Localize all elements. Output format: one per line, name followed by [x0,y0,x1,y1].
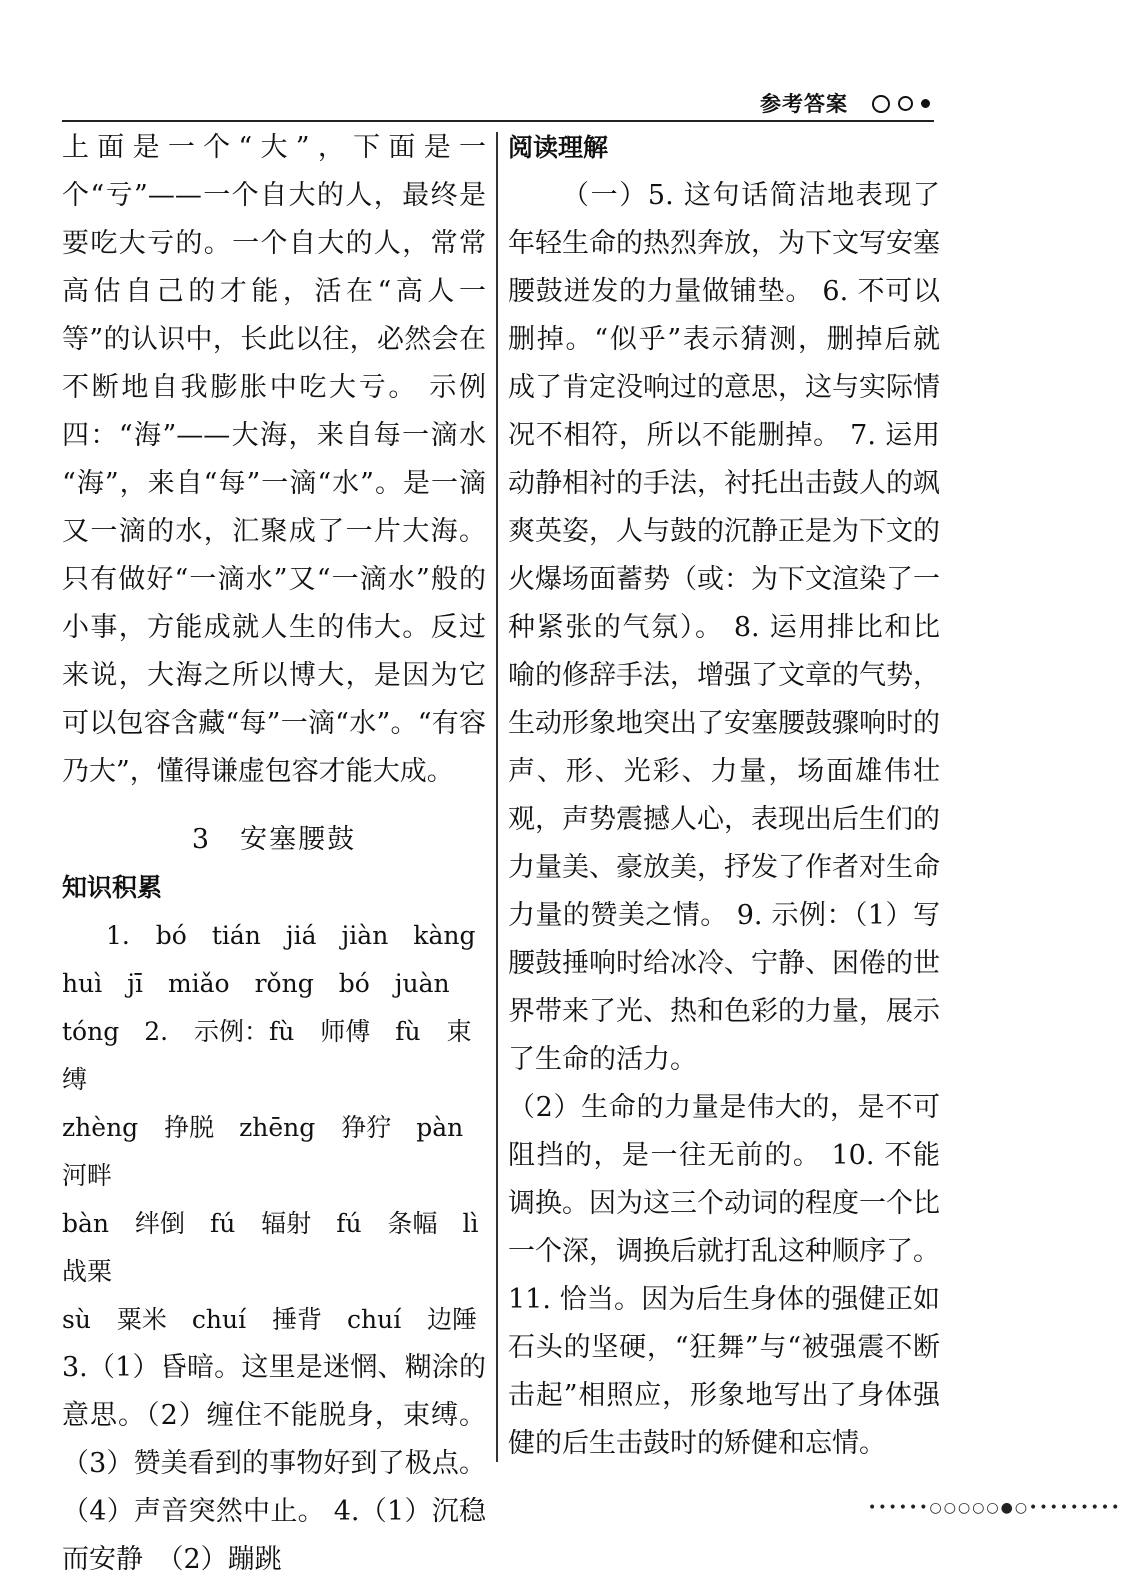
circle-icon [898,96,913,111]
header-dots-decoration [872,93,938,113]
section-subheading: 知识积累 [62,873,163,902]
section-title: 3 安塞腰鼓 [191,824,357,855]
column-divider [496,132,498,1462]
reading-answers-continued: （2）生命的力量是伟大的，是不可阻挡的，是一往无前的。 10. 不能调换。因为这三个动词的程度一个比一个深，调换后就打乱这种顺序了。 11. 恰当。因为后生身体的强健正如石头的坚硬，“狂舞”与“被强震不断击起”相照应，形象地写出了身体强健的后生击鼓时的矫健和忘情。 [508,1092,940,1459]
dot-icon [921,99,930,108]
reading-answers: （一）5. 这句话简洁地表现了年轻生命的热烈奔放，为下文写安塞腰鼓迸发的力量做铺垫。 6. 不可以删掉。“似乎”表示猜测，删掉后就成了肯定没响过的意思，这与实际情况不相符，所以不能删掉。 7. 运用动静相衬的手法，衬托出击鼓人的飒爽英姿，人与鼓的沉静正是为下文的火爆场面蓄势（或：为下文渲染了一种紧张的气氛）。 8. 运用排比和比喻的修辞手法，增强了文章的气势，生动形象地突出了安塞腰鼓骤响时的声、形、光彩、力量，场面雄伟壮观，声势震撼人心，表现出后生们的力量美、豪放美，抒发了作者对生命力量的赞美之情。 9. 示例：（1）写腰鼓捶响时给冰冷、宁静、困倦的世界带来了光、热和色彩的力量，展示了生命的活力。 [508,180,940,1075]
header-divider [62,120,934,122]
circle-icon [872,95,890,113]
pinyin-line: huì jī miǎo rǒng bó juàn [62,969,450,998]
pinyin-line: sù 粟米 chuí 捶背 chuí 边陲 [62,1305,478,1334]
pinyin-line: 1. bó tián jiá jiàn kàng [106,921,476,950]
pinyin-line: bàn 绊倒 fú 辐射 fú 条幅 lì 战栗 [62,1209,479,1286]
left-answer-paragraph: 上面是一个“大”，下面是一个“亏”——一个自大的人，最终是要吃大亏的。一个自大的人，常常高估自己的才能，活在“高人一等”的认识中，长此以往，必然会在不断地自我膨胀中吃大亏。 示例四：“海”——大海，来自每一滴水 “海”，来自“每”一滴“水”。是一滴又一滴的水，汇聚成了一片大海。只有做好“一滴水”又“一滴水”般的小事，方能成就人生的伟大。反过来说，大海之所以博大，是因为它可以包容含藏“每”一滴“水”。“有容乃大”，懂得谦虚包容才能大成。 [62,132,486,787]
left-column [62,124,486,1584]
footer-dots-decoration: ••••••○○○○○●○••••••••• [868,1500,1121,1516]
pinyin-line: tóng 2. 示例：fù 师傅 fù 束缚 [62,1017,472,1094]
header-label: 参考答案 [760,92,848,116]
vocabulary-answers: 3.（1）昏暗。这里是迷惘、糊涂的意思。（2）缠住不能脱身，束缚。（3）赞美看到的事物好到了极点。（4）声音突然中止。 4.（1）沉稳而安静 （2）蹦跳 [62,1352,486,1575]
pinyin-line: zhèng 挣脱 zhēng 狰狞 pàn 河畔 [62,1113,464,1190]
reading-heading: 阅读理解 [508,133,609,162]
right-column [508,124,940,1468]
